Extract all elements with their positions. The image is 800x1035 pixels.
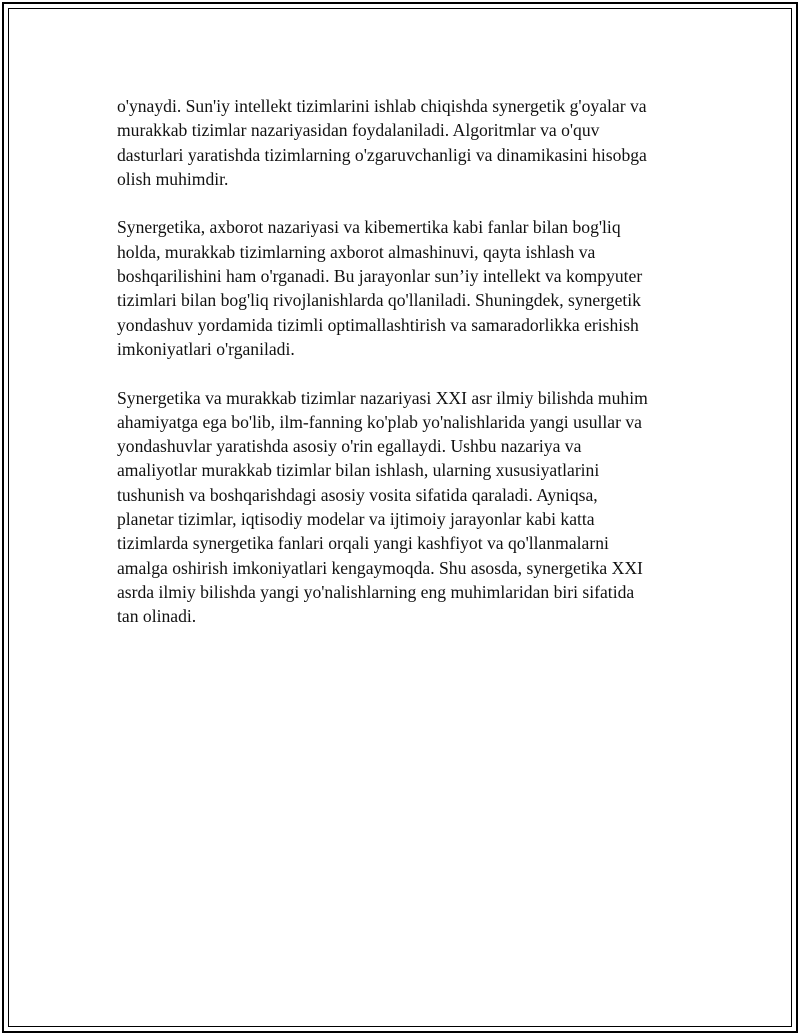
paragraph-3: Synergetika va murakkab tizimlar nazariyasi XXI asr ilmiy bilishda muhim ahamiyatga ega bo'lib, ilm-fanning ko'plab yo'nalishlarida yangi usullar va yondashuvlar yaratishda asosiy o'rin egallaydi. Ushbu nazariya va amaliyotlar murakkab tizimlar bilan ishlash, ularning xususiyatlarini tushunish va boshqarishdagi asosiy vosita sifatida qaraladi. Ayniqsa, planetar tizimlar, iqtisodiy modelar va ijtimoiy jarayonlar kabi katta tizimlarda synergetika fanlari orqali yangi kashfiyot va qo'llanmalarni amalga oshirish imkoniyatlari kengaymoqda. Shu asosda, synergetika XXI asrda ilmiy bilishda yangi yo'nalishlarning eng muhimlaridan biri sifatida tan olinadi. <box>117 387 648 627</box>
page-content <box>117 94 677 653</box>
paragraph-1: o'ynaydi. Sun'iy intellekt tizimlarini ishlab chiqishda synergetik g'oyalar va murakkab tizimlar nazariyasidan foydalaniladi. Algoritmlar va o'quv dasturlari yaratishda tizimlarning o'zgaruvchanligi va dinamikasini hisobga olish muhimdir. <box>117 96 647 189</box>
paragraph-2: Synergetika, axborot nazariyasi va kibemertika kabi fanlar bilan bog'liq holda, murakkab tizimlarning axborot almashinuvi, qayta ishlash va boshqarilishini ham o'rganadi. Bu jarayonlar sun’iy intellekt va kompyuter tizimlari bilan bog'liq rivojlanishlarda qo'llaniladi. Shuningdek, synergetik yondashuv yordamida tizimli optimallashtirish va samaradorlikka erishish imkoniyatlari o'rganiladi. <box>117 217 643 359</box>
